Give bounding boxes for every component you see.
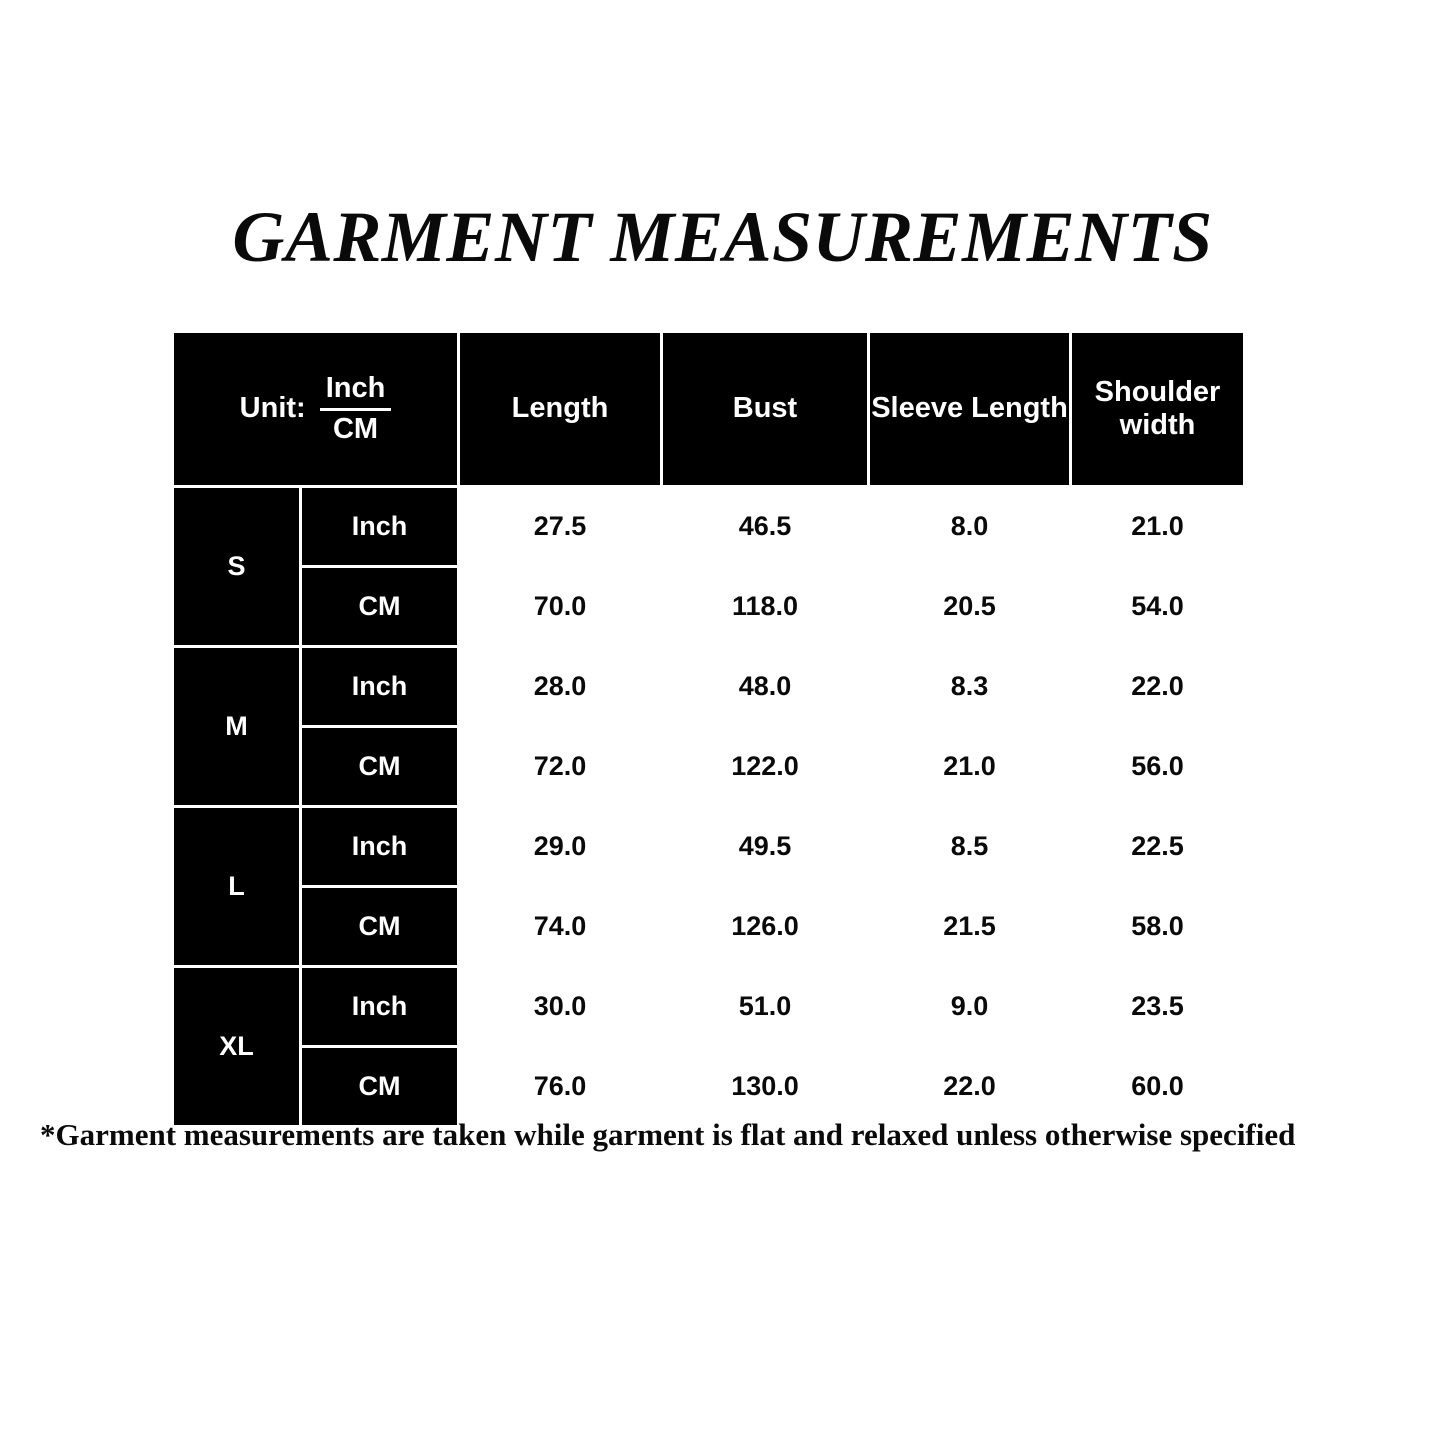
- unit-header-cell: [173, 332, 459, 487]
- cell-l-inch-length: 29.0: [459, 807, 662, 887]
- cell-m-cm-bust: 122.0: [662, 727, 869, 807]
- cell-xl-cm-length: 76.0: [459, 1047, 662, 1127]
- table-row: [173, 487, 1245, 567]
- cell-l-cm-sleeve-length: 21.5: [869, 887, 1071, 967]
- cell-l-cm-length: 74.0: [459, 887, 662, 967]
- cell-s-inch-length: 27.5: [459, 487, 662, 567]
- column-header-bust: Bust: [662, 332, 869, 487]
- column-header-shoulder-width: Shoulder width: [1071, 332, 1245, 487]
- row-unit-cm: CM: [301, 1047, 459, 1127]
- cell-xl-inch-shoulder-width: 23.5: [1071, 967, 1245, 1047]
- table-row: [173, 647, 1245, 727]
- table-row: [173, 887, 1245, 967]
- row-unit-inch: Inch: [301, 487, 459, 567]
- row-unit-inch: Inch: [301, 647, 459, 727]
- row-unit-cm: CM: [301, 887, 459, 967]
- cell-s-cm-shoulder-width: 54.0: [1071, 567, 1245, 647]
- table-row: [173, 727, 1245, 807]
- row-unit-cm: CM: [301, 567, 459, 647]
- cell-s-inch-bust: 46.5: [662, 487, 869, 567]
- measurements-table-wrapper: [171, 330, 1243, 1128]
- unit-label: Unit:: [239, 392, 306, 425]
- size-cell-s: S: [173, 487, 301, 647]
- cell-xl-inch-bust: 51.0: [662, 967, 869, 1047]
- cell-m-cm-sleeve-length: 21.0: [869, 727, 1071, 807]
- table-row: [173, 967, 1245, 1047]
- cell-s-cm-sleeve-length: 20.5: [869, 567, 1071, 647]
- size-cell-l: L: [173, 807, 301, 967]
- table-row: [173, 807, 1245, 887]
- table-header-row: [173, 332, 1245, 487]
- cell-s-cm-length: 70.0: [459, 567, 662, 647]
- cell-m-inch-bust: 48.0: [662, 647, 869, 727]
- cell-s-cm-bust: 118.0: [662, 567, 869, 647]
- cell-xl-cm-shoulder-width: 60.0: [1071, 1047, 1245, 1127]
- cell-m-cm-length: 72.0: [459, 727, 662, 807]
- unit-fraction-denominator: CM: [332, 412, 379, 445]
- cell-m-inch-sleeve-length: 8.3: [869, 647, 1071, 727]
- unit-fraction: [320, 373, 392, 446]
- garment-measurements-table: [171, 330, 1246, 1128]
- cell-l-cm-bust: 126.0: [662, 887, 869, 967]
- cell-l-inch-shoulder-width: 22.5: [1071, 807, 1245, 887]
- cell-m-cm-shoulder-width: 56.0: [1071, 727, 1245, 807]
- column-header-sleeve-length: Sleeve Length: [869, 332, 1071, 487]
- cell-l-inch-sleeve-length: 8.5: [869, 807, 1071, 887]
- cell-s-inch-shoulder-width: 21.0: [1071, 487, 1245, 567]
- row-unit-inch: Inch: [301, 967, 459, 1047]
- cell-s-inch-sleeve-length: 8.0: [869, 487, 1071, 567]
- cell-xl-inch-sleeve-length: 9.0: [869, 967, 1071, 1047]
- table-row: [173, 567, 1245, 647]
- size-cell-m: M: [173, 647, 301, 807]
- cell-l-cm-shoulder-width: 58.0: [1071, 887, 1245, 967]
- cell-xl-cm-bust: 130.0: [662, 1047, 869, 1127]
- cell-m-inch-shoulder-width: 22.0: [1071, 647, 1245, 727]
- cell-l-inch-bust: 49.5: [662, 807, 869, 887]
- row-unit-cm: CM: [301, 727, 459, 807]
- size-cell-xl: XL: [173, 967, 301, 1127]
- cell-xl-cm-sleeve-length: 22.0: [869, 1047, 1071, 1127]
- table-row: [173, 1047, 1245, 1127]
- row-unit-inch: Inch: [301, 807, 459, 887]
- unit-fraction-numerator: Inch: [320, 373, 392, 411]
- footnote-text: *Garment measurements are taken while garment is flat and relaxed unless otherwise specified: [40, 1117, 1296, 1152]
- page-title: GARMENT MEASUREMENTS: [232, 197, 1213, 277]
- column-header-length: Length: [459, 332, 662, 487]
- cell-xl-inch-length: 30.0: [459, 967, 662, 1047]
- cell-m-inch-length: 28.0: [459, 647, 662, 727]
